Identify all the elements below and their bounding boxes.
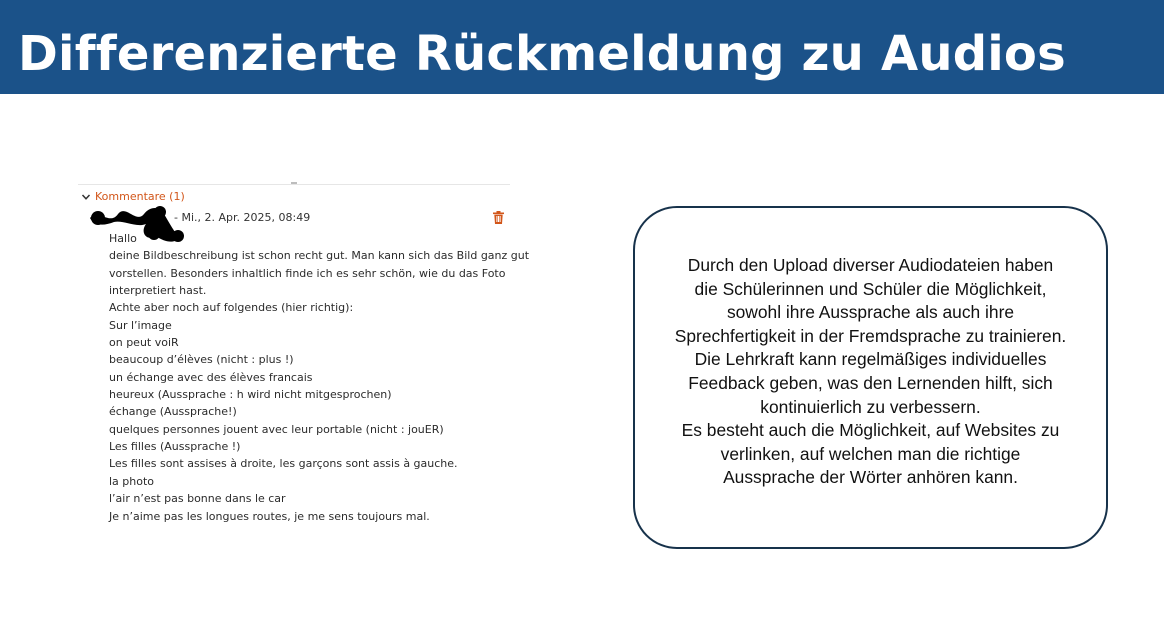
comment-line: beaucoup d’élèves (nicht : plus !) (109, 353, 294, 367)
info-line: Durch den Upload diverser Audiodateien haben (687, 255, 1054, 275)
info-line: Sprechfertigkeit in der Fremdsprache zu trainieren. (674, 325, 1067, 346)
divider-mark (291, 182, 297, 184)
comment-line: heureux (Aussprache : h wird nicht mitgesprochen) (109, 388, 392, 402)
comment-line: vorstellen. Besonders inhaltlich finde ich es sehr schön, wie du das Foto (109, 266, 506, 280)
info-line: Die Lehrkraft kann regelmäßiges individuelles (694, 349, 1047, 370)
info-line: kontinuierlich zu verbessern. (760, 396, 981, 417)
info-line: Feedback geben, was den Lernenden hilft, sich (688, 372, 1053, 393)
comments-toggle[interactable]: Kommentare (1) (95, 190, 185, 203)
comment-line: un échange avec des élèves francais (109, 370, 313, 384)
comment-line: Sur l’image (109, 318, 172, 332)
trash-icon[interactable] (493, 211, 504, 224)
comment-line: interpretiert hast. (109, 284, 207, 298)
comment-line: l’air n’est pas bonne dans le car (109, 492, 286, 506)
comment-line: quelques personnes jouent avec leur portable (nicht : jouER) (109, 422, 444, 436)
comment-line: Achte aber noch auf folgendes (hier richtig): (109, 301, 354, 315)
chevron-down-icon[interactable] (81, 192, 91, 202)
page-title: Differenzierte Rückmeldung zu Audios (18, 26, 1066, 82)
info-line: Aussprache der Wörter anhören kann. (723, 467, 1018, 488)
info-text (653, 254, 1088, 490)
comment-line: Hallo (109, 232, 137, 245)
divider (78, 184, 510, 185)
comment-line: Je n’aime pas les longues routes, je me sens toujours mal. (109, 509, 430, 523)
comment-line: échange (Aussprache!) (109, 405, 237, 419)
comment-line: Les filles sont assises à droite, les garçons sont assis à gauche. (109, 457, 458, 471)
info-line: Es besteht auch die Möglichkeit, auf Websites zu (681, 420, 1060, 441)
comment-screenshot (78, 182, 530, 527)
comment-body (109, 230, 530, 525)
info-line: sowohl ihre Aussprache als auch ihre (726, 302, 1015, 323)
comment-line: la photo (109, 474, 155, 488)
comment-line: on peut voiR (109, 336, 179, 350)
info-line: die Schülerinnen und Schüler die Möglichkeit, (694, 278, 1047, 299)
info-line: verlinken, auf welchen man die richtige (720, 443, 1021, 464)
title-banner (0, 0, 1164, 94)
info-box (633, 206, 1108, 549)
comment-line: deine Bildbeschreibung ist schon recht gut. Man kann sich das Bild ganz gut (109, 249, 530, 263)
comment-line: Les filles (Aussprache !) (109, 440, 241, 454)
comment-meta: - Mi., 2. Apr. 2025, 08:49 (174, 211, 311, 224)
